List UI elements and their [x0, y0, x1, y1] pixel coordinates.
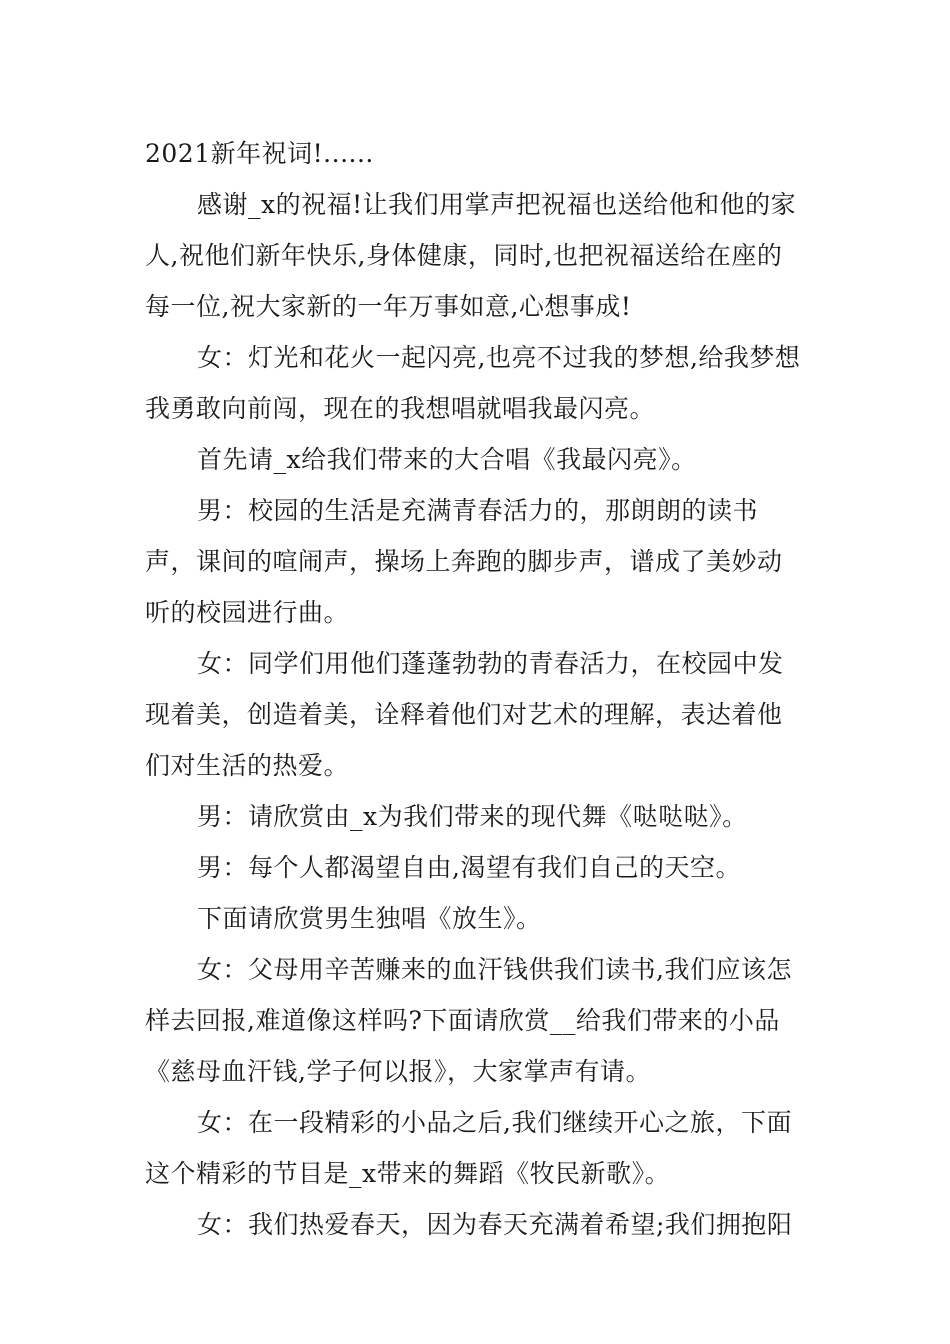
paragraph: 男：校园的生活是充满青春活力的，那朗朗的读书声，课间的喧闹声，操场上奔跑的脚步声，谱成了美妙动听的校园进行曲。	[145, 496, 783, 627]
paragraph: 女：我们热爱春天，因为春天充满着希望;我们拥抱阳	[197, 1210, 793, 1239]
paragraph: 男：每个人都渴望自由,渴望有我们自己的天空。	[197, 853, 741, 882]
document-title: 2021新年祝词!......	[145, 139, 374, 168]
paragraph: 女：灯光和花火一起闪亮,也亮不过我的梦想,给我梦想我勇敢向前闯，现在的我想唱就唱我最闪亮。	[145, 343, 801, 423]
paragraph: 女：在一段精彩的小品之后,我们继续开心之旅，下面这个精彩的节目是_x带来的舞蹈《牧民新歌》。	[145, 1108, 792, 1188]
paragraph: 女：同学们用他们蓬蓬勃勃的青春活力，在校园中发现着美，创造着美，诠释着他们对艺术的理解，表达着他们对生活的热爱。	[145, 649, 784, 780]
paragraph: 女：父母用辛苦赚来的血汗钱供我们读书,我们应该怎样去回报,难道像这样吗?下面请欣赏__给我们带来的小品《慈母血汗钱,学子何以报》，大家掌声有请。	[145, 955, 792, 1086]
paragraph: 感谢_x的祝福!让我们用掌声把祝福也送给他和他的家人,祝他们新年快乐,身体健康，同时,也把祝福送给在座的每一位,祝大家新的一年万事如意,心想事成!	[145, 190, 797, 321]
paragraph: 男：请欣赏由_x为我们带来的现代舞《哒哒哒》。	[197, 802, 748, 831]
document-body	[145, 128, 805, 1250]
paragraph: 首先请_x给我们带来的大合唱《我最闪亮》。	[197, 445, 697, 474]
paragraph: 下面请欣赏男生独唱《放生》。	[197, 904, 542, 933]
